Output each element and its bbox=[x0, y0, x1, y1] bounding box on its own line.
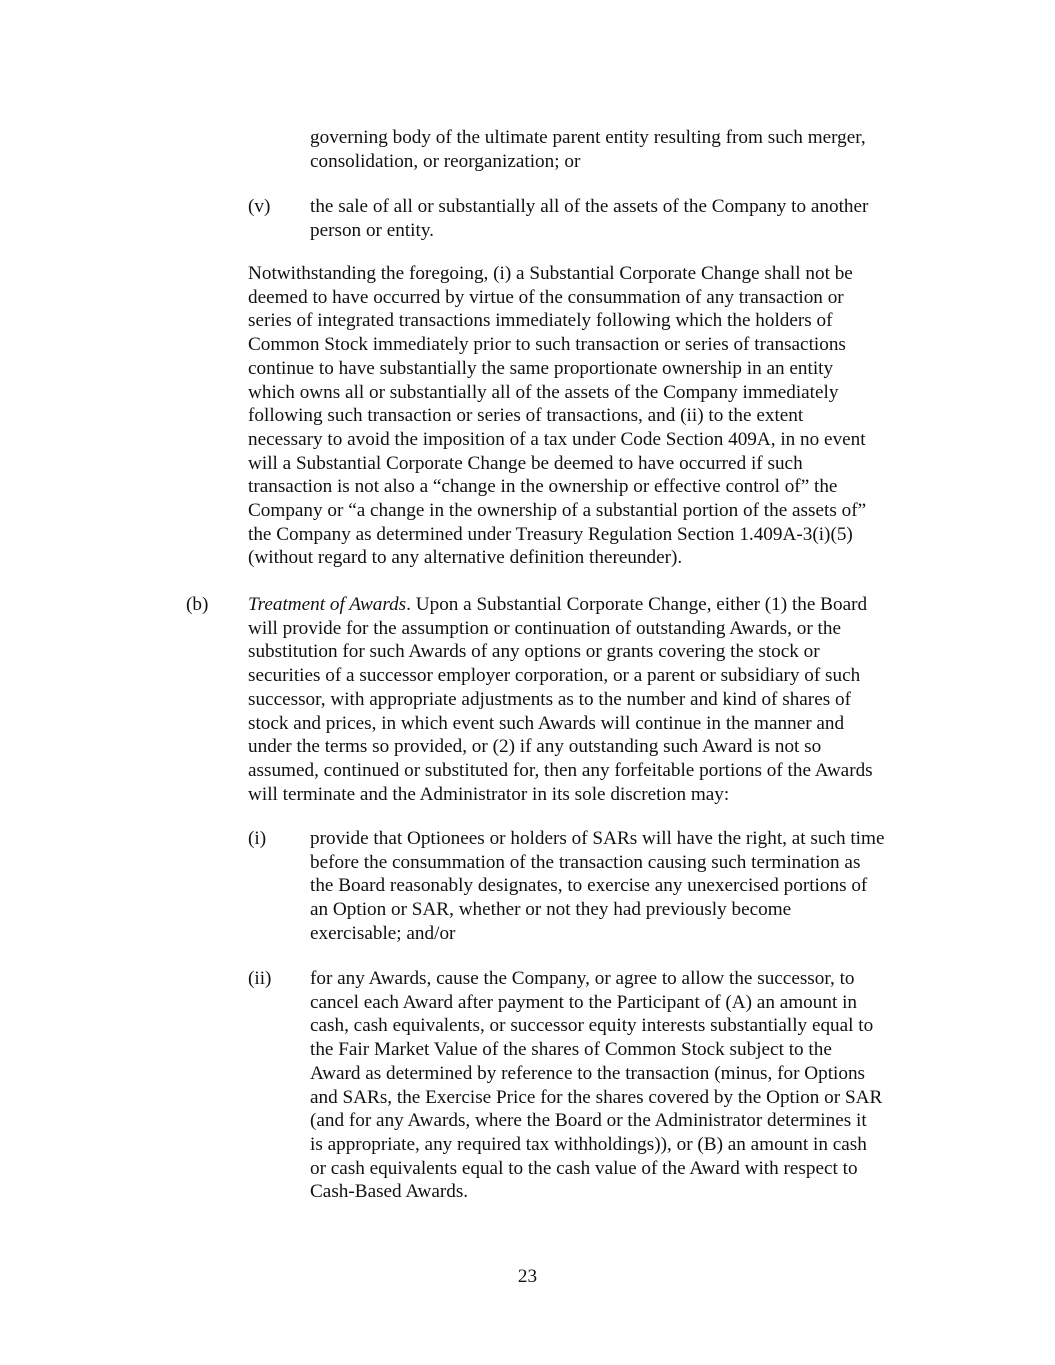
section-b-line: successor, with appropriate adjustments as to the number and kind of shares of bbox=[248, 688, 851, 710]
item-ii-line: (and for any Awards, where the Board or the Administrator determines it bbox=[310, 1110, 867, 1132]
item-i-line: before the consummation of the transaction causing such termination as bbox=[310, 851, 861, 873]
notwithstanding-paragraph bbox=[248, 262, 866, 570]
item-i-marker: (i) bbox=[248, 828, 267, 849]
item-ii-line: for any Awards, cause the Company, or agree to allow the successor, to bbox=[310, 968, 855, 989]
continuation-line: governing body of the ultimate parent entity resulting from such merger, bbox=[310, 127, 866, 148]
continuation-paragraph bbox=[310, 126, 866, 173]
section-b-first-line bbox=[248, 593, 873, 617]
section-b-line: stock and prices, in which event such Awards will continue in the manner and bbox=[248, 712, 845, 734]
section-b-first-line-text: . Upon a Substantial Corporate Change, either (1) the Board bbox=[406, 594, 868, 615]
section-b-line: assumed, continued or substituted for, then any forfeitable portions of the Awards bbox=[248, 759, 873, 781]
section-b-marker: (b) bbox=[186, 594, 209, 615]
item-i-line: exercisable; and/or bbox=[310, 922, 456, 944]
notwithstanding-line: the Company as determined under Treasury Regulation Section 1.409A-3(i)(5) bbox=[248, 523, 853, 545]
section-b-line: will terminate and the Administrator in its sole discretion may: bbox=[248, 783, 730, 805]
notwithstanding-line: necessary to avoid the imposition of a tax under Code Section 409A, in no event bbox=[248, 428, 866, 450]
notwithstanding-line: transaction is not also a “change in the ownership or effective control of” the bbox=[248, 476, 838, 498]
section-b-heading: Treatment of Awards bbox=[248, 594, 407, 615]
item-v-marker: (v) bbox=[248, 196, 271, 217]
page-number: 23 bbox=[517, 1266, 538, 1287]
item-ii-paragraph bbox=[310, 967, 882, 1204]
section-b-line: substitution for such Awards of any options or grants covering the stock or bbox=[248, 641, 820, 663]
notwithstanding-line: series of integrated transactions immediately following which the holders of bbox=[248, 310, 833, 332]
item-ii-line: cash, cash equivalents, or successor equity interests substantially equal to bbox=[310, 1015, 874, 1037]
item-v-line: the sale of all or substantially all of the assets of the Company to another bbox=[310, 196, 869, 217]
item-i-line: provide that Optionees or holders of SARs will have the right, at such time bbox=[310, 828, 885, 849]
section-b-line: under the terms so provided, or (2) if any outstanding such Award is not so bbox=[248, 736, 822, 758]
notwithstanding-line: continue to have substantially the same proportionate ownership in an entity bbox=[248, 357, 834, 379]
item-v-paragraph bbox=[310, 195, 868, 242]
notwithstanding-line: following such transaction or series of transactions, and (ii) to the extent bbox=[248, 405, 804, 427]
section-b-line: will provide for the assumption or continuation of outstanding Awards, or the bbox=[248, 617, 841, 639]
notwithstanding-line: Company or “a change in the ownership of a substantial portion of the assets of” bbox=[248, 500, 867, 522]
notwithstanding-line: Notwithstanding the foregoing, (i) a Substantial Corporate Change shall not be bbox=[248, 263, 853, 284]
item-v-line: person or entity. bbox=[310, 219, 434, 241]
item-ii-line: or cash equivalents equal to the cash value of the Award with respect to bbox=[310, 1157, 858, 1179]
section-b-line: securities of a successor employer corporation, or a parent or subsidiary of such bbox=[248, 665, 861, 687]
notwithstanding-line: Common Stock immediately prior to such transaction or series of transactions bbox=[248, 334, 846, 356]
item-ii-line: is appropriate, any required tax withholdings)), or (B) an amount in cash bbox=[310, 1133, 867, 1155]
notwithstanding-line: deemed to have occurred by virtue of the consummation of any transaction or bbox=[248, 286, 844, 308]
item-ii-line: Cash-Based Awards. bbox=[310, 1181, 469, 1203]
notwithstanding-line: which owns all or substantially all of the assets of the Company immediately bbox=[248, 381, 839, 403]
item-i-paragraph bbox=[310, 827, 884, 946]
section-b-paragraph bbox=[248, 593, 873, 806]
item-ii-line: Award as determined by reference to the transaction (minus, for Options bbox=[310, 1062, 866, 1084]
item-i-line: the Board reasonably designates, to exercise any unexercised portions of bbox=[310, 875, 868, 897]
item-i-line: an Option or SAR, whether or not they had previously become bbox=[310, 899, 792, 921]
item-ii-marker: (ii) bbox=[248, 968, 272, 989]
item-ii-line: the Fair Market Value of the shares of Common Stock subject to the bbox=[310, 1039, 832, 1061]
item-ii-line: cancel each Award after payment to the Participant of (A) an amount in bbox=[310, 991, 857, 1013]
notwithstanding-line: (without regard to any alternative definition thereunder). bbox=[248, 547, 683, 569]
item-ii-line: and SARs, the Exercise Price for the shares covered by the Option or SAR bbox=[310, 1086, 883, 1108]
continuation-line: consolidation, or reorganization; or bbox=[310, 150, 581, 172]
notwithstanding-line: will a Substantial Corporate Change be deemed to have occurred if such bbox=[248, 452, 803, 474]
